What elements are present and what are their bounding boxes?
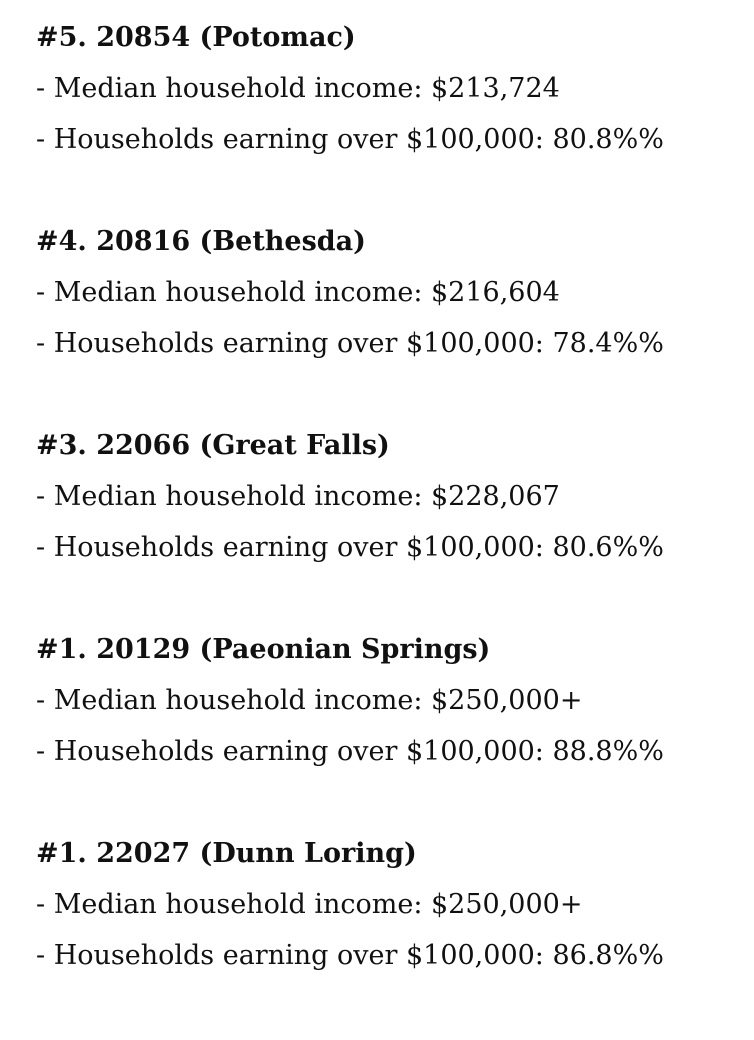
entry-title: #5. 20854 (Potomac) (36, 22, 356, 53)
households-over-100k-line: - Households earning over $100,000: 86.8%% (36, 940, 664, 971)
households-over-100k-line: - Households earning over $100,000: 80.8%% (36, 124, 664, 155)
households-over-100k-line: - Households earning over $100,000: 78.4%% (36, 328, 664, 359)
median-income-line: - Median household income: $250,000+ (36, 889, 583, 920)
households-over-100k-line: - Households earning over $100,000: 88.8%% (36, 736, 664, 767)
entry-title: #1. 22027 (Dunn Loring) (36, 838, 417, 869)
list-item (36, 12, 736, 165)
list-item (36, 216, 736, 369)
list-item (36, 624, 736, 777)
entry-title: #4. 20816 (Bethesda) (36, 226, 366, 257)
median-income-line: - Median household income: $250,000+ (36, 685, 583, 716)
zip-ranking-list (36, 12, 736, 1032)
median-income-line: - Median household income: $213,724 (36, 73, 560, 104)
list-item (36, 420, 736, 573)
median-income-line: - Median household income: $216,604 (36, 277, 560, 308)
households-over-100k-line: - Households earning over $100,000: 80.6%% (36, 532, 664, 563)
entry-title: #1. 20129 (Paeonian Springs) (36, 634, 491, 665)
entry-title: #3. 22066 (Great Falls) (36, 430, 390, 461)
list-item (36, 828, 736, 981)
median-income-line: - Median household income: $228,067 (36, 481, 560, 512)
